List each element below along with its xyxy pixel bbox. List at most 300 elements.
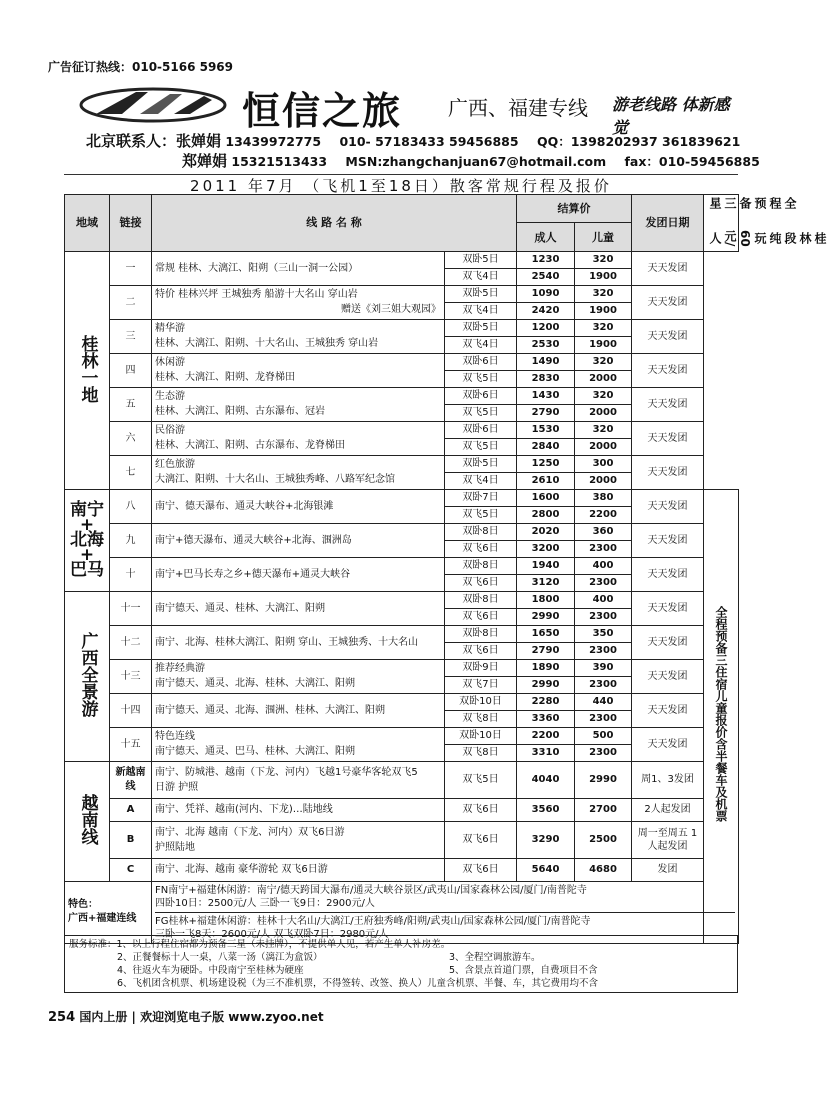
link-cell (110, 798, 152, 821)
footer-section: 国内上册 (79, 1010, 128, 1024)
adult-price: 2790 (531, 645, 560, 657)
link-number: A (126, 803, 135, 815)
child-price: 320 (592, 288, 614, 300)
route-cell (152, 591, 445, 625)
trip-type: 双飞6日 (462, 645, 499, 657)
child-price-cell (575, 302, 632, 319)
link-number: B (126, 833, 135, 845)
trip-type-cell (445, 676, 517, 693)
note-line-4: 6、飞机团含机票、机场建设税（为三不准机票，不得签转、改签、换人）儿童含机票、半餐、车，其它费用均不含 (117, 978, 599, 989)
child-price-cell (575, 574, 632, 591)
child-price-cell (575, 523, 632, 540)
trip-type: 双卧6日 (462, 424, 499, 436)
trip-type-cell (445, 591, 517, 608)
child-price-cell (575, 455, 632, 472)
table-row (65, 251, 739, 268)
trip-type: 双卧8日 (462, 628, 499, 640)
adult-price: 2830 (531, 373, 560, 385)
child-price-cell (575, 268, 632, 285)
adult-price: 1600 (531, 492, 560, 504)
child-price: 2990 (589, 774, 617, 786)
date-cell (632, 353, 704, 387)
qq-label: QQ： (536, 134, 571, 149)
adult-price-cell (517, 421, 575, 438)
special-label-cell (65, 881, 152, 943)
route-cell (152, 858, 445, 881)
route-line-1: 南宁、德天瀑布、通灵大峡谷+北海银滩 (155, 500, 334, 512)
route-line-1: 南宁、北海、越南 豪华游轮 双飞6日游 (155, 864, 328, 876)
route-line-1: 常规 桂林、大漓江、阳朔（三山一洞一公园） (155, 262, 359, 274)
special-label: 特色： (68, 899, 98, 911)
trip-type-cell (445, 336, 517, 353)
trip-type-cell (445, 744, 517, 761)
date-cell (632, 798, 704, 821)
trip-type: 双飞7日 (462, 679, 499, 691)
route-line-2: 大漓江、阳朔、十大名山、王城独秀峰、八路军纪念馆 (155, 474, 395, 486)
child-price-cell (575, 591, 632, 608)
adult-price-cell (517, 821, 575, 858)
trip-type: 双飞6日 (462, 543, 499, 555)
route-line-1: 生态游 (155, 391, 185, 403)
adult-price-cell (517, 353, 575, 370)
child-price: 2000 (589, 373, 617, 385)
table-row (65, 821, 739, 858)
route-line-1: 休闲游 (155, 357, 185, 369)
route-line-1: 特价 桂林兴坪 王城独秀 船游十大名山 穿山岩 (155, 289, 358, 301)
region-text: + (79, 514, 95, 535)
date-cell (632, 659, 704, 693)
link-cell (110, 625, 152, 659)
trip-type: 双飞8日 (462, 713, 499, 725)
contact-line-1 (86, 130, 740, 151)
adult-price: 1250 (531, 458, 560, 470)
special-row (65, 881, 739, 943)
route-cell (152, 523, 445, 557)
special-label-2: 广西+福建连线 (68, 913, 137, 925)
region-text: 南宁 (70, 499, 104, 520)
trip-type-cell (445, 798, 517, 821)
child-price-cell (575, 506, 632, 523)
route-cell (152, 285, 445, 319)
child-price: 390 (592, 662, 614, 674)
route-cell (152, 821, 445, 858)
trip-type-cell (445, 659, 517, 676)
route-line-2: 桂林、大漓江、阳朔、古东瀑布、龙脊梯田 (155, 440, 345, 452)
route-line-2: 桂林、大漓江、阳朔、古东瀑布、冠岩 (155, 406, 325, 418)
child-price-cell (575, 438, 632, 455)
page-number: 254 (48, 1010, 76, 1025)
adult-price-cell (517, 540, 575, 557)
trip-type-cell (445, 506, 517, 523)
route-line-2: 日游 护照 (155, 781, 199, 793)
adult-price: 2200 (531, 730, 560, 742)
route-cell (152, 761, 445, 798)
adult-price: 1800 (531, 594, 560, 606)
adult-price: 1490 (531, 356, 560, 368)
child-price: 2000 (589, 407, 617, 419)
adult-price-cell (517, 506, 575, 523)
trip-type-cell (445, 858, 517, 881)
header-row (65, 195, 739, 223)
col-link: 链接 (110, 195, 152, 252)
trip-type: 双飞5日 (462, 407, 499, 419)
contact-name-1: 张婵娟 (176, 132, 222, 150)
route-cell (152, 727, 445, 761)
link-cell (110, 489, 152, 523)
link-cell (110, 353, 152, 387)
trip-type-cell (445, 523, 517, 540)
link-number: 十五 (120, 738, 141, 750)
adult-price: 2540 (531, 271, 560, 283)
trip-type: 双卧8日 (462, 560, 499, 572)
trip-type-cell (445, 608, 517, 625)
child-price-cell (575, 710, 632, 727)
link-number: 十 (125, 568, 136, 580)
note-line-3: 4、往返火车为硬卧。中段南宁至桂林为硬座 5、含景点首道门票，自费项目不含 (117, 965, 598, 976)
adult-price-cell (517, 591, 575, 608)
child-price: 2000 (589, 475, 617, 487)
route-line-2: 南宁德天、通灵、巴马、桂林、大漓江、阳朔 (155, 746, 355, 758)
table-row (65, 727, 739, 744)
route-line-1: 南宁、北海 越南（下龙、河内）双飞6日游 (155, 826, 345, 838)
route-line-1: 南宁+巴马长寿之乡+德天瀑布+通灵大峡谷 (155, 568, 351, 580)
brand-subtitle: 广西、福建专线 (448, 96, 588, 120)
route-line-1: 推荐经典游 (155, 663, 205, 675)
route-line-1: 南宁德天、通灵、北海、涠洲、桂林、大漓江、阳朔 (155, 704, 385, 716)
date-cell (632, 591, 704, 625)
trip-type: 双飞6日 (462, 577, 499, 589)
trip-type-cell (445, 353, 517, 370)
fg-line-1: FG桂林+福建休闲游：桂林十大名山/大漓江/王府独秀峰/阳朔/武夷山/国家森林公园/厦门/南普陀寺 (155, 915, 591, 927)
trip-type-cell (445, 693, 517, 710)
date-cell (632, 523, 704, 557)
child-price: 440 (592, 696, 614, 708)
trip-type-cell (445, 540, 517, 557)
trip-type-cell (445, 574, 517, 591)
table-row (65, 421, 739, 438)
trip-type: 双卧5日 (462, 254, 499, 266)
ad-hotline: 广告征订热线：010-5166 5969 (48, 60, 234, 74)
date-cell (632, 625, 704, 659)
adult-price: 3200 (531, 543, 560, 555)
date-cell (632, 821, 704, 858)
child-price-cell (575, 676, 632, 693)
footer-website: 欢迎浏览电子版 www.zyoo.net (140, 1010, 324, 1024)
table-row (65, 625, 739, 642)
child-price: 1900 (589, 271, 617, 283)
trip-type: 双飞6日 (462, 804, 499, 816)
trip-type: 双卧8日 (462, 594, 499, 606)
footer: 254 国内上册 | 欢迎浏览电子版 www.zyoo.net (48, 1010, 324, 1025)
link-number: 四 (125, 364, 136, 376)
child-price-cell (575, 472, 632, 489)
child-price: 2300 (589, 679, 617, 691)
table-row (65, 285, 739, 302)
link-number: 一 (125, 262, 136, 274)
link-cell (110, 693, 152, 727)
link-number: 八 (125, 500, 136, 512)
link-cell (110, 659, 152, 693)
route-line-1: 精华游 (155, 323, 185, 335)
trip-type: 双卧5日 (462, 458, 499, 470)
route-cell (152, 557, 445, 591)
child-price: 4680 (589, 864, 617, 876)
route-line-1: 南宁德天、通灵、桂林、大漓江、阳朔 (155, 602, 325, 614)
trip-type-cell (445, 710, 517, 727)
child-price-cell (575, 285, 632, 302)
adult-price: 2800 (531, 509, 560, 521)
trip-type-cell (445, 438, 517, 455)
link-cell (110, 285, 152, 319)
adult-price-cell (517, 370, 575, 387)
date-cell (632, 251, 704, 285)
table-row (65, 659, 739, 676)
departure-date: 天天发团 (647, 296, 688, 308)
trip-type-cell (445, 821, 517, 858)
side-note-a-text: 全程预备三星 (708, 197, 797, 209)
link-cell (110, 523, 152, 557)
route-cell (152, 353, 445, 387)
col-region: 地域 (65, 195, 110, 252)
adult-price-cell (517, 404, 575, 421)
child-price-cell (575, 798, 632, 821)
link-cell (110, 387, 152, 421)
adult-price-cell (517, 574, 575, 591)
child-price: 2200 (589, 509, 617, 521)
child-price-cell (575, 608, 632, 625)
trip-type-cell (445, 472, 517, 489)
departure-date: 天天发团 (647, 738, 688, 750)
route-cell (152, 387, 445, 421)
child-price: 1900 (589, 339, 617, 351)
route-cell (152, 798, 445, 821)
child-price: 2300 (589, 611, 617, 623)
trip-type: 双飞5日 (462, 774, 499, 786)
trip-type-cell (445, 421, 517, 438)
adult-price-cell (517, 727, 575, 744)
side-note-c-text: 全程预备三住宿儿童报价含半餐车及机票 (714, 606, 728, 823)
child-price: 2300 (589, 713, 617, 725)
trip-type-cell (445, 642, 517, 659)
side-note-a (704, 195, 827, 252)
table-row (65, 523, 739, 540)
trip-type-cell (445, 489, 517, 506)
adult-price: 2530 (531, 339, 560, 351)
region-text: + (79, 544, 95, 565)
child-price-cell (575, 421, 632, 438)
adult-price: 2840 (531, 441, 560, 453)
route-cell (152, 455, 445, 489)
col-adult: 成人 (517, 223, 575, 251)
child-price-cell (575, 693, 632, 710)
qq-number: 1398202937 361839621 (570, 134, 741, 149)
adult-price-cell (517, 659, 575, 676)
link-cell (110, 858, 152, 881)
adult-price-cell (517, 710, 575, 727)
adult-price: 1650 (531, 628, 560, 640)
adult-price-cell (517, 761, 575, 798)
adult-price-cell (517, 858, 575, 881)
date-cell (632, 319, 704, 353)
table-row (65, 798, 739, 821)
trip-type: 双卧7日 (462, 492, 499, 504)
adult-price-cell (517, 523, 575, 540)
departure-date: 天天发团 (647, 704, 688, 716)
adult-price: 2610 (531, 475, 560, 487)
side-note-c (704, 489, 739, 943)
adult-price-cell (517, 268, 575, 285)
link-number: 十一 (120, 602, 141, 614)
route-line-2: 桂林、大漓江、阳朔、十大名山、王城独秀 穿山岩 (155, 338, 379, 350)
departure-date: 天天发团 (647, 330, 688, 342)
child-price: 350 (592, 628, 614, 640)
region-guilin (65, 251, 110, 489)
col-price: 结算价 (517, 195, 632, 223)
adult-price: 3310 (531, 747, 560, 759)
route-line-1: 南宁、北海、桂林大漓江、阳朔 穿山、王城独秀、十大名山 (155, 636, 419, 648)
adult-price-cell (517, 472, 575, 489)
date-cell (632, 727, 704, 761)
adult-price: 1530 (531, 424, 560, 436)
page-title: 2011 年7月 （飞机1至18日）散客常规行程及报价 (190, 177, 612, 195)
trip-type: 双飞4日 (462, 305, 499, 317)
child-price: 320 (592, 254, 614, 266)
adult-price: 1940 (531, 560, 560, 572)
child-price: 300 (592, 458, 614, 470)
adult-price-cell (517, 387, 575, 404)
itinerary-table (64, 194, 827, 944)
trip-type: 双卧6日 (462, 356, 499, 368)
adult-price: 2280 (531, 696, 560, 708)
link-number: 五 (125, 398, 136, 410)
child-price: 2700 (589, 804, 617, 816)
date-cell (632, 693, 704, 727)
note-line-1: 服务标准：1、以上行程住宿都为预备三星（未挂牌），不提供单人见，若产生单人补房差。 (69, 939, 451, 950)
table-row (65, 319, 739, 336)
route-cell (152, 693, 445, 727)
departure-date: 天天发团 (647, 500, 688, 512)
trip-type-cell (445, 370, 517, 387)
child-price: 380 (592, 492, 614, 504)
company-logo-icon (78, 86, 228, 124)
link-cell (110, 821, 152, 858)
table-row (65, 761, 739, 798)
side-note-b-text: 桂林段纯玩60元/人 (708, 230, 827, 247)
child-price-cell (575, 625, 632, 642)
table-row (65, 557, 739, 574)
region-text: 越南线 (77, 794, 98, 846)
adult-price-cell (517, 642, 575, 659)
child-price: 320 (592, 356, 614, 368)
trip-type-cell (445, 557, 517, 574)
child-price-cell (575, 489, 632, 506)
trip-type: 双卧10日 (459, 730, 502, 742)
region-text: 北海 (70, 529, 104, 550)
route-cell (152, 659, 445, 693)
trip-type: 双飞5日 (462, 441, 499, 453)
child-price-cell (575, 821, 632, 858)
adult-price: 1890 (531, 662, 560, 674)
trip-type: 双飞5日 (462, 373, 499, 385)
adult-price: 4040 (531, 774, 560, 786)
child-price: 400 (592, 560, 614, 572)
adult-price-cell (517, 438, 575, 455)
route-line-2: 护照陆地 (155, 841, 195, 853)
child-price-cell (575, 387, 632, 404)
trip-type: 双飞5日 (462, 509, 499, 521)
link-cell (110, 591, 152, 625)
link-cell (110, 319, 152, 353)
region-vietnam (65, 761, 110, 881)
trip-type: 双卧6日 (462, 390, 499, 402)
region-text: 桂林一地 (77, 334, 98, 403)
trip-type: 双飞4日 (462, 271, 499, 283)
link-number: 十四 (120, 704, 141, 716)
adult-price: 1430 (531, 390, 560, 402)
trip-type: 双卧5日 (462, 322, 499, 334)
adult-price: 5640 (531, 864, 560, 876)
adult-price-cell (517, 625, 575, 642)
contact-mobile-1: 13439972775 (225, 134, 322, 149)
departure-date: 天天发团 (647, 568, 688, 580)
departure-date: 发团 (657, 864, 678, 876)
adult-price: 1200 (531, 322, 560, 334)
contact-mobile-2: 15321513433 (231, 154, 328, 169)
route-line-1: 红色旅游 (155, 459, 195, 471)
departure-date: 天天发团 (647, 670, 688, 682)
route-line-2: 桂林、大漓江、阳朔、龙脊梯田 (155, 372, 295, 384)
trip-type: 双飞8日 (462, 747, 499, 759)
child-price-cell (575, 761, 632, 798)
child-price-cell (575, 404, 632, 421)
child-price: 2000 (589, 441, 617, 453)
date-cell (632, 761, 704, 798)
table-row (65, 693, 739, 710)
slogan: 游老线路 体新感觉 (612, 95, 730, 137)
trip-type-cell (445, 387, 517, 404)
route-line-1: 民俗游 (155, 425, 185, 437)
fn-line-2: 四卧10日：2500元/人 三卧一飞9日：2900元/人 (155, 897, 375, 909)
route-cell (152, 421, 445, 455)
adult-price-cell (517, 744, 575, 761)
link-cell (110, 455, 152, 489)
link-number: 六 (125, 432, 136, 444)
link-number: 九 (125, 534, 136, 546)
table-row (65, 353, 739, 370)
trip-type-cell (445, 625, 517, 642)
adult-price-cell (517, 693, 575, 710)
child-price: 320 (592, 322, 614, 334)
child-price-cell (575, 319, 632, 336)
departure-date: 天天发团 (647, 364, 688, 376)
child-price-cell (575, 642, 632, 659)
trip-type-cell (445, 268, 517, 285)
departure-date: 天天发团 (647, 262, 688, 274)
adult-price-cell (517, 336, 575, 353)
region-text: 广西全景游 (77, 632, 98, 718)
adult-price-cell (517, 676, 575, 693)
link-number: 新越南线 (115, 766, 146, 792)
child-price: 2300 (589, 577, 617, 589)
adult-price-cell (517, 251, 575, 268)
fn-line-1: FN南宁+福建休闲游：南宁/德天跨国大瀑布/通灵大峡谷景区/武夷山/国家森林公园/厦门/南普陀寺 (155, 884, 587, 896)
trip-type: 双飞6日 (462, 834, 499, 846)
child-price-cell (575, 727, 632, 744)
child-price: 400 (592, 594, 614, 606)
link-number: C (126, 863, 135, 875)
date-cell (632, 285, 704, 319)
trip-type-cell (445, 302, 517, 319)
